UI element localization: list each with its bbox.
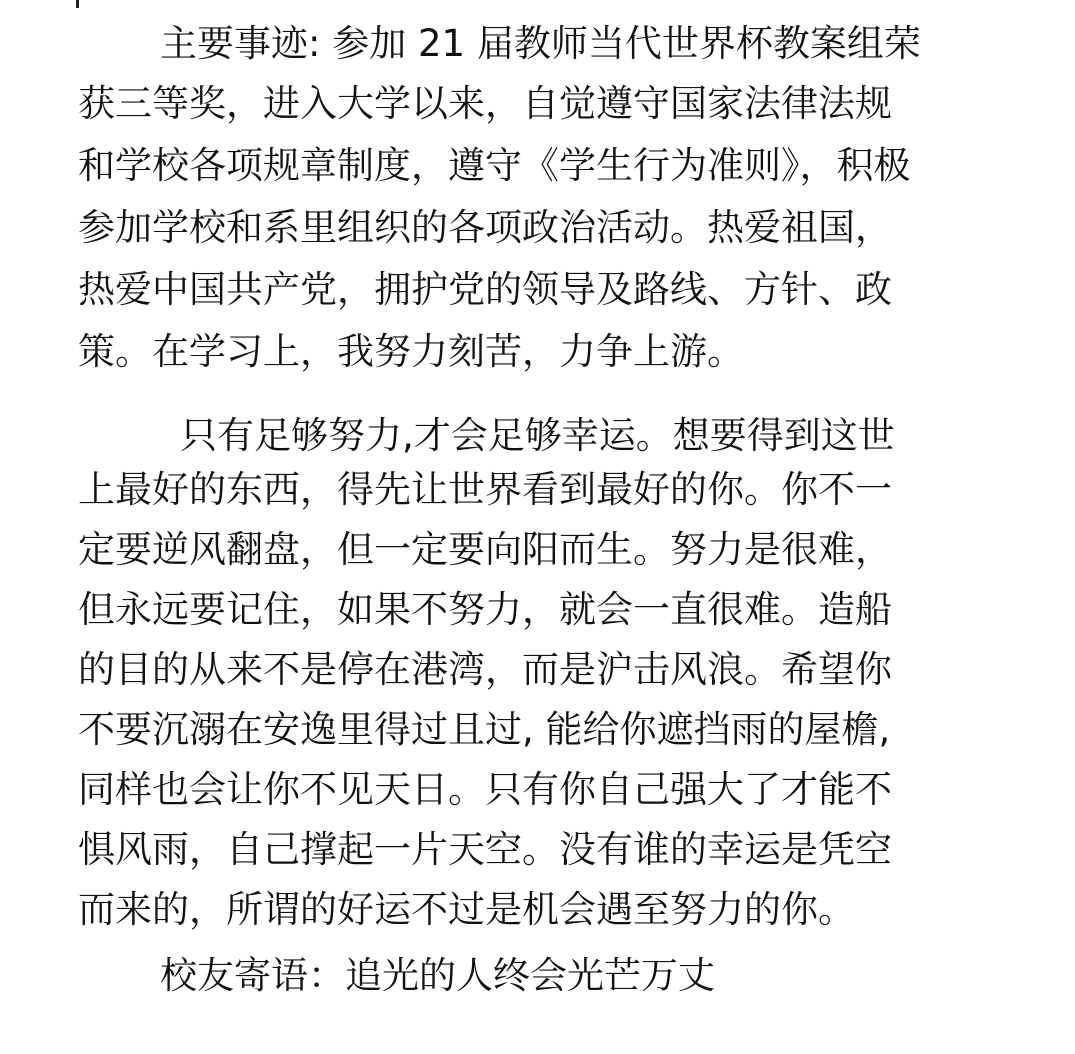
text-line-6: 策。在学习上，我努力刻苦，力争上游。 bbox=[78, 330, 744, 373]
text-line-1: 主要事迹: 参加 21 届教师当代世界杯教案组荣 bbox=[160, 22, 921, 65]
text-line-9: 定要逆风翻盘，但一定要向阳而生。努力是很难， bbox=[78, 528, 892, 571]
text-line-14: 惧风雨，自己撑起一片天空。没有谁的幸运是凭空 bbox=[78, 828, 892, 871]
text-line-2: 获三等奖，进入大学以来，自觉遵守国家法律法规 bbox=[78, 82, 892, 125]
text-line-16: 校友寄语：追光的人终会光芒万丈 bbox=[160, 954, 715, 997]
text-line-3: 和学校各项规章制度，遵守《学生行为准则》，积极 bbox=[78, 144, 911, 187]
text-line-8: 上最好的东西，得先让世界看到最好的你。你不一 bbox=[78, 468, 892, 511]
text-line-4: 参加学校和系里组织的各项政治活动。热爱祖国， bbox=[78, 206, 892, 249]
top-edge-mark bbox=[76, 0, 79, 8]
text-line-11: 的目的从来不是停在港湾，而是沪击风浪。希望你 bbox=[78, 648, 892, 691]
text-line-10: 但永远要记住，如果不努力，就会一直很难。造船 bbox=[78, 588, 892, 631]
text-line-7: 只有足够努力,才会足够幸运。想要得到这世 bbox=[180, 414, 895, 457]
text-line-13: 同样也会让你不见天日。只有你自己强大了才能不 bbox=[78, 768, 892, 811]
text-line-12: 不要沉溺在安逸里得过且过, 能给你遮挡雨的屋檐, bbox=[78, 708, 891, 751]
text-line-15: 而来的，所谓的好运不过是机会遇至努力的你。 bbox=[78, 888, 855, 931]
text-line-5: 热爱中国共产党，拥护党的领导及路线、方针、政 bbox=[78, 268, 892, 311]
